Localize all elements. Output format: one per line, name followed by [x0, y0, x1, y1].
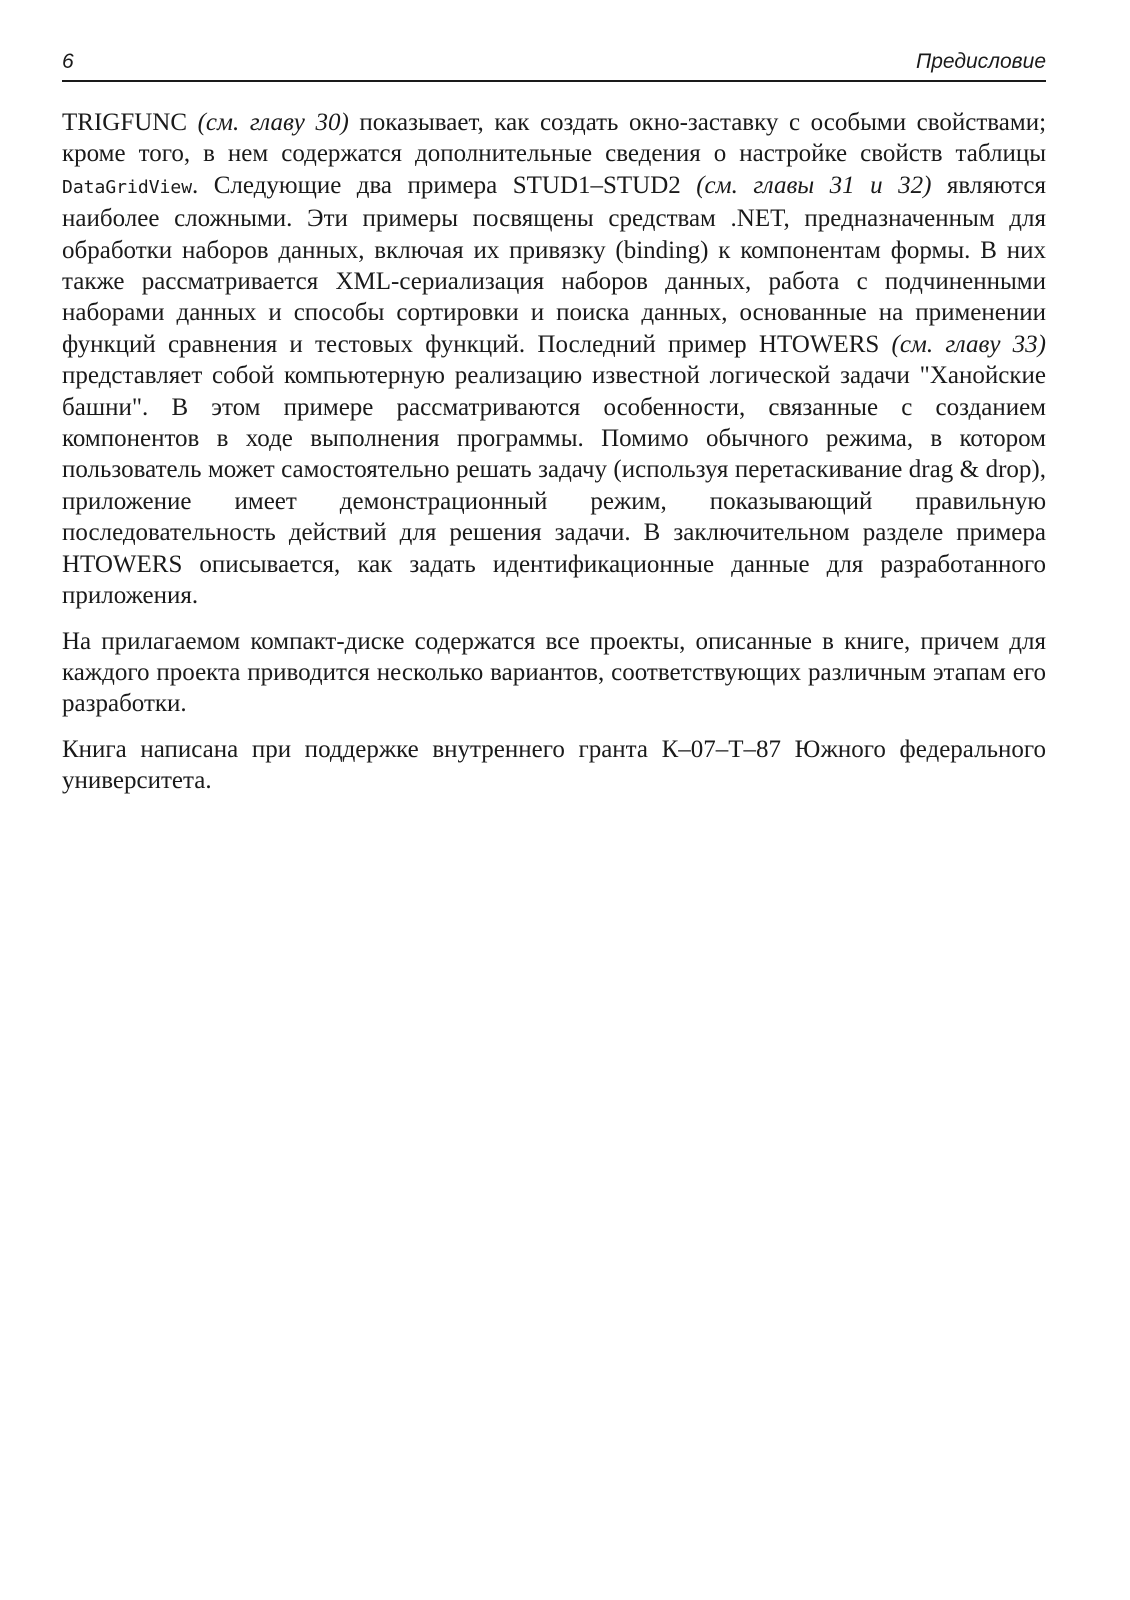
text-run: показывает, как создать окно-заставку с особыми свойствами; кроме того, в нем содержатся дополнительные сведения о настройке свойств таблицы	[62, 109, 1047, 168]
page-header	[62, 46, 1046, 82]
text-run: являются наиболее сложными. Эти примеры посвящены средствам .NET, предназначенным для обработки наборов данных, включая их привязку (binding) к компонентам формы. В них также рассматривается XML-сериализация наборов данных, работа с подчиненными наборами данных и способы сортировки и поиска данных, основанные на применении функций сравнения и тестовых функций. Последний пример HTOWERS	[62, 171, 1046, 358]
paragraph-3: Книга написана при поддержке внутреннего гранта К–07–Т–87 Южного федерального университета.	[62, 735, 1046, 795]
paragraph-2: На прилагаемом компакт-диске содержатся все проекты, описанные в книге, причем для каждого проекта приводится несколько вариантов, соответствующих различным этапам его разработки.	[62, 627, 1046, 718]
page-number: 6	[62, 50, 74, 73]
body-text	[62, 107, 1046, 811]
text-run: представляет собой компьютерную реализацию известной логической задачи "Ханойские башни". В этом примере рассматриваются особенности, связанные с созданием компонентов в ходе выполнения программы. Помимо обычного режима, в котором пользователь может самостоятельно решать задачу (используя перетаскивание drag & drop), приложение имеет демонстрационный режим, показывающий правильную последовательность действий для решения задачи. В заключительном разделе примера HTOWERS описывается, как задать идентификационные данные для разработанного приложения.	[62, 362, 1046, 610]
paragraph-1	[62, 107, 1046, 612]
code-identifier: DataGridView	[62, 176, 193, 198]
chapter-reference: (см. главу 33)	[891, 330, 1046, 358]
text-run: . Следующие два примера STUD1–STUD2	[192, 171, 697, 199]
running-title: Предисловие	[916, 50, 1046, 73]
text-run: TRIGFUNC	[62, 109, 198, 136]
chapter-reference: (см. главы 31 и 32)	[696, 171, 932, 199]
chapter-reference: (см. главу 30)	[197, 109, 349, 136]
